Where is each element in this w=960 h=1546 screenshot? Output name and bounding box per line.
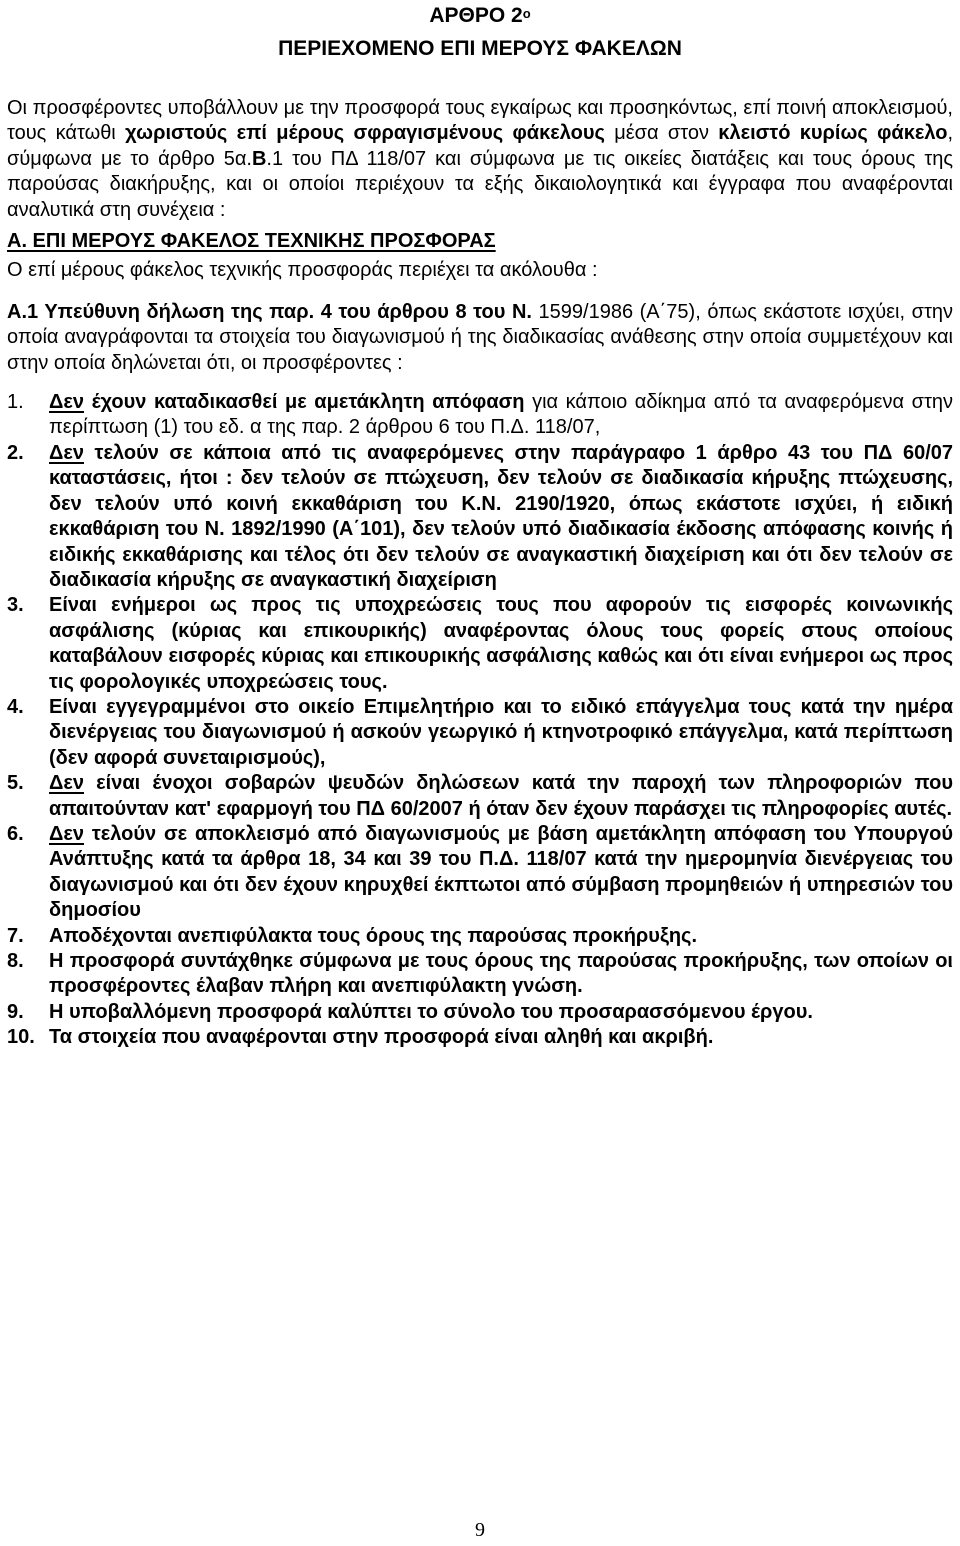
declaration-list [7,390,953,1051]
list-item [7,822,953,924]
list-item-number: 10. [7,1026,35,1049]
article-subtitle: ΠΕΡΙΕΧΟΜΕΝΟ ΕΠΙ ΜΕΡΟΥΣ ΦΑΚΕΛΩΝ [278,37,682,60]
list-item-lead-underlined: Δεν [49,822,84,845]
intro-text-1: Οι προσφέροντες υποβάλλουν με την προσφορά τους εγκαίρως και προσηκόντως, επί ποινή αποκλεισμού, τους κάτωθι [7,97,953,145]
intro-bold-separate-envelopes: χωριστούς επί μέρους σφραγισμένους φάκελους [125,122,605,145]
list-item-number: 5. [7,772,24,795]
article-title [7,0,953,29]
page-number: 9 [475,1519,485,1541]
intro-text-3: , σύμφωνα με το άρθρο 5α. [7,122,954,170]
intro-bold-main-envelope: κλειστό κυρίως φάκελο [718,122,948,145]
a1-paragraph [7,300,953,376]
list-item-number: 7. [7,924,24,947]
list-item-text: για κάποιο αδίκημα από τα αναφερόμενα στην περίπτωση (1) του εδ. α της παρ. 2 άρθρου 6 του Π.Δ. 118/07, [49,391,953,439]
list-item-lead-bold: έχουν καταδικασθεί με αμετάκλητη απόφαση [84,391,525,414]
intro-text-4: .1 του ΠΔ 118/07 και σύμφωνα με τις οικείες διατάξεις και τους όρους της παρούσας διακήρυξης, και οι οποίοι περιέχουν τα εξής δικαιολογητικά και έγγραφα που αναφέρονται αναλυτικά στη συνέχεια : [7,147,953,221]
list-item-number: 1. [7,391,24,414]
list-item-lead-underlined: Δεν [49,441,84,464]
list-item [7,593,953,695]
list-item-number: 2. [7,441,24,464]
list-item-text: Είναι εγγεγραμμένοι στο οικείο Επιμελητήριο και το ειδικό επάγγελμα τους κατά την ημέρα διενέργειας του διαγωνισμού ή ασκούν γεωργικό ή κτηνοτροφικό επάγγελμα, κατά περίπτωση (δεν αφορά συνεταιρισμούς), [49,695,953,769]
intro-paragraph [7,96,953,223]
list-item [7,949,953,1000]
list-item-number: 6. [7,822,24,845]
list-item-text: είναι ένοχοι σοβαρών ψευδών δηλώσεων κατά την παροχή των πληροφοριών που απαιτούνταν κατ' εφαρμογή του ΠΔ 60/2007 ή όταν δεν έχουν παράσχει τις πληροφορίες αυτές. [49,772,953,820]
section-a-heading: Α. ΕΠΙ ΜΕΡΟΥΣ ΦΑΚΕΛΟΣ ΤΕΧΝΙΚΗΣ ΠΡΟΣΦΟΡΑΣ [7,230,496,253]
list-item-text: Η προσφορά συντάχθηκε σύμφωνα με τους όρους της παρούσας προκήρυξης, των οποίων οι προσφέροντες έλαβαν πλήρη και ανεπιφύλακτη γνώση. [49,950,953,998]
list-item [7,1000,953,1025]
list-item [7,695,953,771]
intro-text-2: μέσα στον [604,122,719,145]
list-item-text: τελούν σε κάποια από τις αναφερόμενες στην παράγραφο 1 άρθρο 43 του ΠΔ 60/07 καταστάσεις, ήτοι : δεν τελούν σε πτώχευση, δεν τελούν σε διαδικασία κήρυξης πτώχευσης, δεν τελούν υπό κοινή εκκαθάριση του Κ.Ν. 2190/1920, όπως εκάστοτε ισχύει, ή ειδική εκκαθάριση του Ν. 1892/1990 (Α΄101), δεν τελούν υπό διαδικασία έκδοσης απόφασης κοινής ή ειδικής εκκαθάρισης και τέλος ότι δεν τελούν σε αναγκαστική διαχείριση και ότι δεν τελούν σε διαδικασία κήρυξης σε αναγκαστική διαχείριση [49,441,953,591]
article-title-superscript: ο [522,6,531,21]
list-item-number: 8. [7,950,24,972]
a1-bold-heading: Α.1 Υπεύθυνη δήλωση της παρ. 4 του άρθρου 8 του Ν. [7,300,532,323]
list-item-text: Τα στοιχεία που αναφέρονται στην προσφορά είναι αληθή και ακριβή. [49,1026,714,1049]
list-item [7,441,953,593]
list-item [7,1025,953,1050]
list-item-text: Είναι ενήμεροι ως προς τις υποχρεώσεις τους που αφορούν τις εισφορές κοινωνικής ασφάλισης (κύριας και επικουρικής) αναφέροντας όλους τους φορείς στους οποίους καταβάλουν εισφορές κύριας και επικουρικής ασφάλισης καθώς και ότι είναι ενήμεροι ως προς τις φορολογικές υποχρεώσεις τους. [49,594,953,693]
list-item-number: 9. [7,1000,24,1023]
list-item-number: 4. [7,695,24,718]
list-item [7,390,953,441]
list-item-lead-underlined: Δεν [49,772,84,795]
list-item-text: τελούν σε αποκλεισμό από διαγωνισμούς με βάση αμετάκλητη απόφαση του Υπουργού Ανάπτυξης κατά τα άρθρα 18, 34 και 39 του Π.Δ. 118/07 κατά την ημερομηνία διενέργειας του διαγωνισμού και ότι δεν έχουν κηρυχθεί έκπτωτοι από σύμβαση προμηθειών ή υπηρεσιών του δημοσίου [49,822,953,922]
list-item-text: Αποδέχονται ανεπιφύλακτα τους όρους της παρούσας προκήρυξης. [49,924,698,947]
list-item [7,771,953,822]
list-item [7,924,953,949]
section-a-intro: Ο επί μέρους φάκελος τεχνικής προσφοράς περιέχει τα ακόλουθα : [7,259,598,282]
intro-bold-letter: Β [251,147,267,170]
a1-text: 1599/1986 (Α΄75), όπως εκάστοτε ισχύει, στην οποία αναγράφονται τα στοιχεία του διαγωνισμού ή της διαδικασίας ανάθεσης στην οποία συμμετέχουν και στην οποία δηλώνεται ότι, οι προσφέροντες : [7,300,953,374]
article-title-text: ΑΡΘΡΟ 2 [429,4,523,27]
list-item-number: 3. [7,594,24,617]
document-page [7,0,953,1051]
list-item-lead-underlined: Δεν [49,391,84,414]
list-item-text: Η υποβαλλόμενη προσφορά καλύπτει το σύνολο του προσαρασσόμενου έργου. [49,1000,813,1023]
